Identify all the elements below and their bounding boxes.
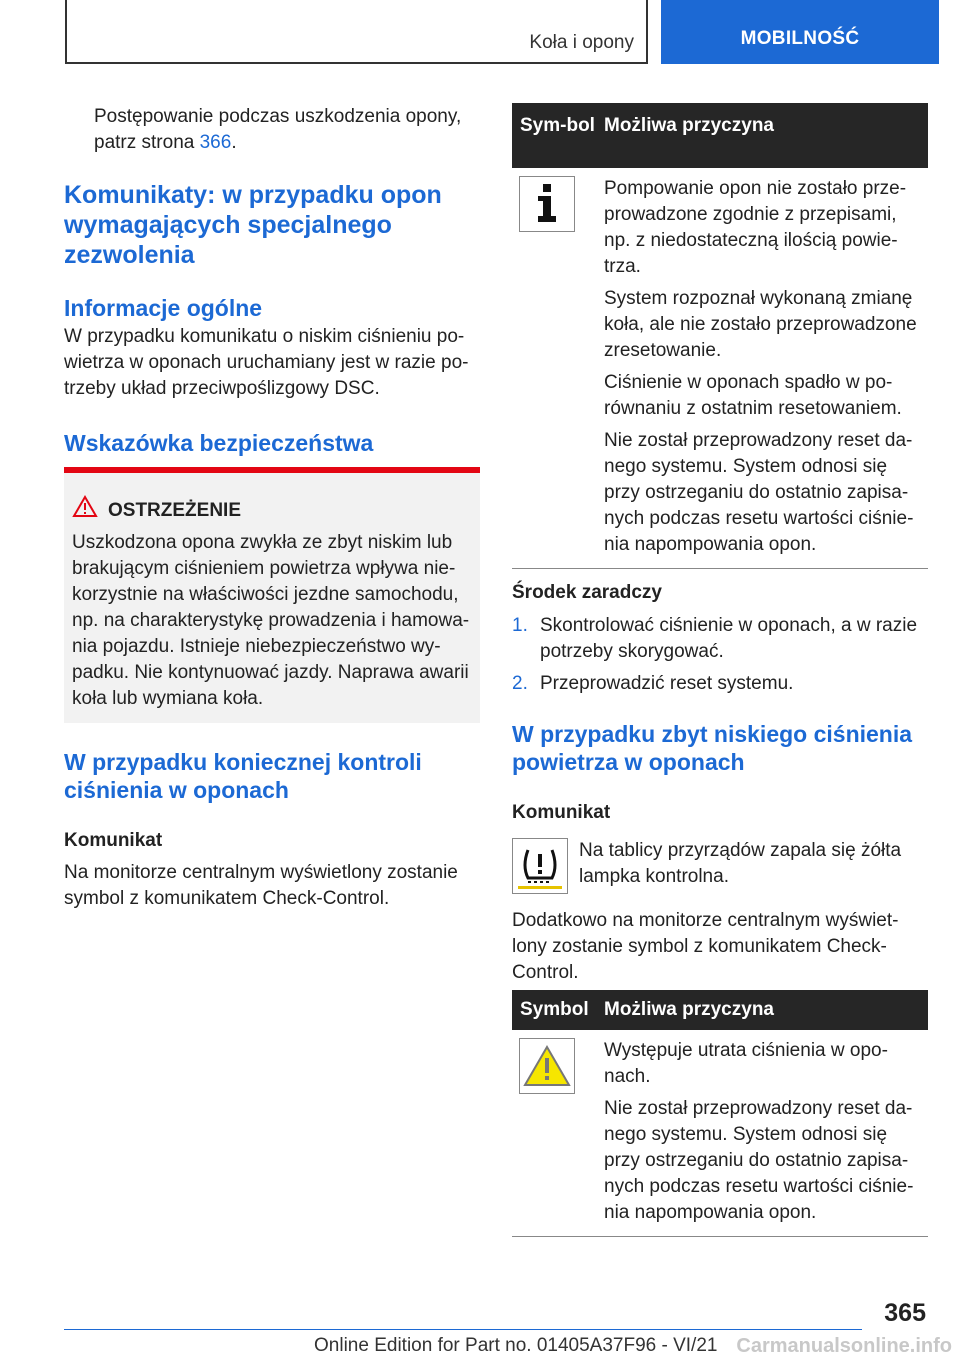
safety-heading: Wskazówka bezpieczeństwa [64,430,374,456]
footer-divider [64,1329,862,1330]
warning-triangle-icon [519,1038,575,1094]
table1-col-cause: Możliwa przyczyna [604,115,774,136]
intro-end: . [231,132,237,153]
header-section-title: Koła i opony [529,32,634,53]
table1-cause-3: Ciśnienie w oponach spadło w po-równaniu z ostatnim resetowaniem. [604,372,902,419]
table2-causes [604,1038,926,1226]
remedy-step-text: Przeprowadzić reset systemu. [540,673,794,694]
page-link-366[interactable]: 366 [199,132,232,153]
remedy-step-number: 1. [512,615,528,636]
table1-cause-2: System rozpoznał wykonaną zmianę koła, ale nie zostało przeprowadzone zresetowanie. [604,288,917,361]
cause-table-2 [512,990,928,1237]
message-label-right: Komunikat [512,802,611,823]
warning-title: OSTRZEŻENIE [108,499,242,521]
table1-row [512,168,928,569]
intro-paragraph [94,104,474,156]
table2-col-symbol: Symbol [520,999,589,1020]
header-chapter-tab[interactable]: MOBILNOŚĆ [661,0,939,64]
intro-text: Postępowanie podczas uszkodzenia opony, patrz strona [94,106,462,153]
warning-title-row [72,495,472,526]
table1-col-symbol: Sym-bol [520,115,595,136]
message-label-left: Komunikat [64,830,163,851]
table2-row [512,1030,928,1237]
remedy-step [512,671,928,697]
table1-cause-1: Pompowanie opon nie zostało prze-prowadzone zgodnie z przepisami, np. z niedostateczną ilością powie-trza. [604,178,907,277]
table2-header [512,990,928,1030]
info-icon [519,176,575,232]
footer-edition: Online Edition for Part no. 01405A37F96 - VI/21 [314,1335,718,1356]
low-pressure-heading: W przypadku zbyt niskiego ciśnienia powietrza w oponach [512,721,913,775]
general-heading: Informacje ogólne [64,295,263,321]
table2-cause-2: Nie został przeprowadzony reset da-nego systemu. System odnosi się przy ostrzeganiu do ostatnio zapisa-nych podczas resetu wartości ciśnie-nia napompowania opon. [604,1098,914,1223]
warning-box [64,467,480,723]
warning-text: Uszkodzona opona zwykła ze zbyt niskim lub brakującym ciśnieniem powietrza wpływa nie-korzystnie na właściwości jezdne samochodu, np. na charakterystykę prowadzenia i hamowa-nia pojazdu. Istnieje niebezpieczeństwo wy-padku. Nie kontynuować jazdy. Naprawa awarii koła lub wymiana koła. [72,532,470,709]
additional-text: Dodatkowo na monitorze centralnym wyświet-lony zostanie symbol z komunikatem Check-Control. [512,910,899,983]
table2-col-cause: Możliwa przyczyna [604,999,774,1020]
table1-causes [604,176,926,558]
remedy-step [512,613,928,665]
general-text: W przypadku komunikatu o niskim ciśnieniu po-wietrza w oponach uruchamiany jest w razie po-trzeby układ przeciwpoślizgowy DSC. [64,326,469,399]
remedy-list [512,613,928,697]
lamp-row [512,838,928,894]
page-number: 365 [884,1299,926,1327]
remedy-step-number: 2. [512,673,528,694]
table2-cause-1: Występuje utrata ciśnienia w opo-nach. [604,1040,888,1087]
page-title: Komunikaty: w przypadku opon wymagających specjalnego zezwolenia [64,181,442,269]
table1-header [512,103,928,168]
remedy-heading: Środek zaradczy [512,582,662,603]
warning-triangle-icon [72,495,98,526]
lamp-text: Na tablicy przyrządów zapala się żółta lampka kontrolna. [579,840,902,887]
cause-table-1 [512,103,928,569]
watermark: Carmanualsonline.info [736,1335,952,1357]
tire-pressure-warning-icon [512,838,568,894]
check-heading: W przypadku koniecznej kontroli ciśnienia w oponach [64,749,422,803]
message-text-left: Na monitorze centralnym wyświetlony zostanie symbol z komunikatem Check-Control. [64,862,458,909]
remedy-step-text: Skontrolować ciśnienie w oponach, a w razie potrzeby skorygować. [540,615,918,662]
table1-cause-4: Nie został przeprowadzony reset da-nego systemu. System odnosi się przy ostrzeganiu do ostatnio zapisa-nych podczas resetu wartości ciśnie-nia napompowania opon. [604,430,914,555]
